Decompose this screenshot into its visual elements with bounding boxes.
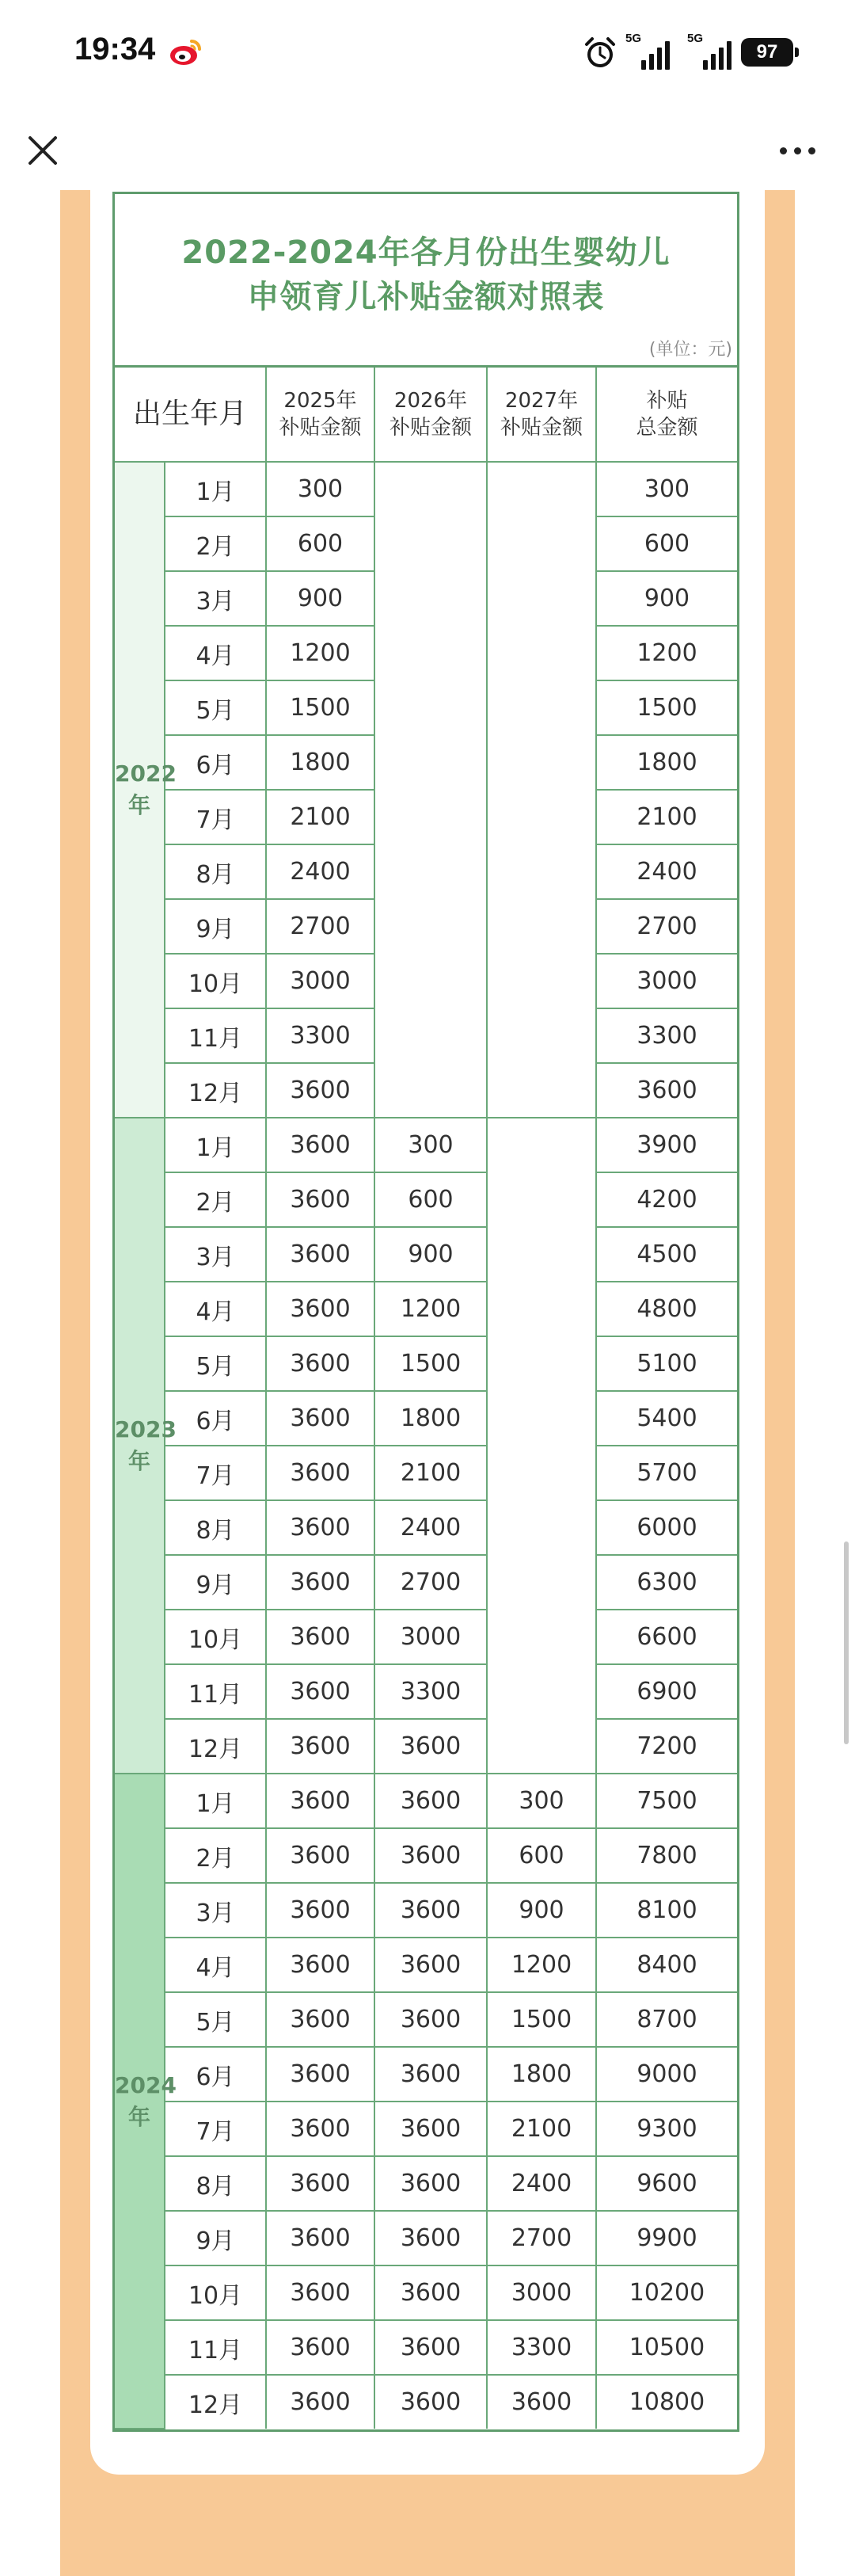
amount-2027-cell: 1800 <box>487 2047 596 2102</box>
amount-2027-cell: 2700 <box>487 2211 596 2265</box>
table-row <box>115 1172 737 1227</box>
total-cell: 1500 <box>596 680 737 735</box>
amount-2025-cell: 3600 <box>266 1883 374 1938</box>
amount-2027-cell: 600 <box>487 1828 596 1883</box>
header-2027: 2027年 补贴金额 <box>487 368 596 462</box>
amount-2025-cell: 1200 <box>266 626 374 680</box>
amount-2027-cell: 3300 <box>487 2320 596 2375</box>
amount-2027-empty <box>487 1118 596 1774</box>
amount-2026-cell: 3600 <box>374 2375 487 2429</box>
amount-2025-cell: 3600 <box>266 1938 374 1992</box>
amount-2026-cell: 3600 <box>374 2265 487 2320</box>
amount-2025-cell: 3600 <box>266 1555 374 1610</box>
month-cell: 3月 <box>165 571 266 626</box>
amount-2025-cell: 3600 <box>266 1172 374 1227</box>
amount-2027-cell: 3000 <box>487 2265 596 2320</box>
table-title-line2: 申领育儿补贴金额对照表 <box>247 279 605 315</box>
amount-2025-cell: 3600 <box>266 1719 374 1774</box>
amount-2025-cell: 3600 <box>266 2211 374 2265</box>
amount-2025-cell: 3600 <box>266 2375 374 2429</box>
amount-2025-cell: 3600 <box>266 2156 374 2211</box>
total-cell: 5400 <box>596 1391 737 1446</box>
table-row <box>115 1227 737 1282</box>
amount-2026-cell: 3600 <box>374 1938 487 1992</box>
amount-2025-cell: 3600 <box>266 1063 374 1118</box>
month-cell: 12月 <box>165 1063 266 1118</box>
status-bar <box>0 0 855 111</box>
total-cell: 10500 <box>596 2320 737 2375</box>
amount-2025-cell: 3600 <box>266 2102 374 2156</box>
header-2025: 2025年 补贴金额 <box>266 368 374 462</box>
table-row <box>115 2047 737 2102</box>
table-row <box>115 2320 737 2375</box>
total-cell: 2400 <box>596 844 737 899</box>
table-row <box>115 2156 737 2211</box>
amount-2026-cell: 2400 <box>374 1500 487 1555</box>
amount-2027-cell: 1500 <box>487 1992 596 2047</box>
total-cell: 9000 <box>596 2047 737 2102</box>
total-cell: 2100 <box>596 790 737 844</box>
total-cell: 8100 <box>596 1883 737 1938</box>
total-cell: 1200 <box>596 626 737 680</box>
table-row <box>115 1446 737 1500</box>
amount-2025-cell: 300 <box>266 462 374 516</box>
month-cell: 6月 <box>165 735 266 790</box>
year-cell: 2024 年 <box>115 1774 165 2429</box>
total-cell: 9600 <box>596 2156 737 2211</box>
total-cell: 8400 <box>596 1938 737 1992</box>
month-cell: 1月 <box>165 462 266 516</box>
amount-2026-cell: 1800 <box>374 1391 487 1446</box>
table-row <box>115 1610 737 1664</box>
subsidy-grid <box>115 368 737 2429</box>
amount-2027-cell: 300 <box>487 1774 596 1828</box>
alarm-clock-icon <box>582 35 618 71</box>
total-cell: 5100 <box>596 1336 737 1391</box>
battery-icon: 97 <box>741 38 793 67</box>
amount-2026-cell: 1500 <box>374 1336 487 1391</box>
table-row <box>115 1883 737 1938</box>
amount-2026-cell: 3600 <box>374 2156 487 2211</box>
amount-2025-cell: 3600 <box>266 1446 374 1500</box>
month-cell: 4月 <box>165 626 266 680</box>
month-cell: 10月 <box>165 2265 266 2320</box>
month-cell: 5月 <box>165 1336 266 1391</box>
table-body <box>115 462 737 2429</box>
month-cell: 4月 <box>165 1938 266 1992</box>
month-cell: 1月 <box>165 1118 266 1172</box>
month-cell: 1月 <box>165 1774 266 1828</box>
month-cell: 11月 <box>165 1664 266 1719</box>
month-cell: 2月 <box>165 1172 266 1227</box>
amount-2025-cell: 3600 <box>266 1774 374 1828</box>
table-row <box>115 1391 737 1446</box>
total-cell: 3900 <box>596 1118 737 1172</box>
total-cell: 600 <box>596 516 737 571</box>
month-cell: 12月 <box>165 1719 266 1774</box>
table-row <box>115 1992 737 2047</box>
table-row <box>115 1664 737 1719</box>
amount-2026-cell: 3600 <box>374 2320 487 2375</box>
amount-2027-cell: 900 <box>487 1883 596 1938</box>
total-cell: 8700 <box>596 1992 737 2047</box>
amount-2026-cell: 3600 <box>374 1719 487 1774</box>
amount-2025-cell: 3600 <box>266 2047 374 2102</box>
amount-2026-cell: 2700 <box>374 1555 487 1610</box>
total-cell: 10800 <box>596 2375 737 2429</box>
header-birth-month: 出生年月 <box>115 368 266 462</box>
total-cell: 9300 <box>596 2102 737 2156</box>
total-cell: 4800 <box>596 1282 737 1336</box>
amount-2025-cell: 2100 <box>266 790 374 844</box>
amount-2025-cell: 3600 <box>266 2265 374 2320</box>
table-row <box>115 462 737 516</box>
amount-2027-cell: 2100 <box>487 2102 596 2156</box>
amount-2026-cell: 900 <box>374 1227 487 1282</box>
total-cell: 4200 <box>596 1172 737 1227</box>
table-row <box>115 1828 737 1883</box>
month-cell: 3月 <box>165 1883 266 1938</box>
amount-2025-cell: 3600 <box>266 1118 374 1172</box>
weibo-icon <box>168 36 203 68</box>
total-cell: 2700 <box>596 899 737 954</box>
month-cell: 5月 <box>165 1992 266 2047</box>
amount-2025-cell: 900 <box>266 571 374 626</box>
amount-2026-cell: 3600 <box>374 2047 487 2102</box>
amount-2027-cell: 2400 <box>487 2156 596 2211</box>
total-cell: 5700 <box>596 1446 737 1500</box>
total-cell: 7800 <box>596 1828 737 1883</box>
amount-2025-cell: 3000 <box>266 954 374 1008</box>
amount-2025-cell: 600 <box>266 516 374 571</box>
amount-2027-empty <box>487 462 596 1118</box>
amount-2025-cell: 3600 <box>266 2320 374 2375</box>
amount-2026-cell: 3000 <box>374 1610 487 1664</box>
month-cell: 2月 <box>165 516 266 571</box>
total-cell: 4500 <box>596 1227 737 1282</box>
total-cell: 7500 <box>596 1774 737 1828</box>
amount-2026-empty <box>374 462 487 1118</box>
amount-2025-cell: 2400 <box>266 844 374 899</box>
total-cell: 10200 <box>596 2265 737 2320</box>
total-cell: 3000 <box>596 954 737 1008</box>
year-cell: 2022 年 <box>115 462 165 1118</box>
month-cell: 9月 <box>165 1555 266 1610</box>
total-cell: 9900 <box>596 2211 737 2265</box>
month-cell: 5月 <box>165 680 266 735</box>
total-cell: 3300 <box>596 1008 737 1063</box>
month-cell: 12月 <box>165 2375 266 2429</box>
table-row <box>115 1774 737 1828</box>
amount-2025-cell: 2700 <box>266 899 374 954</box>
amount-2025-cell: 3600 <box>266 1664 374 1719</box>
total-cell: 300 <box>596 462 737 516</box>
amount-2025-cell: 3600 <box>266 1282 374 1336</box>
amount-2026-cell: 3600 <box>374 1883 487 1938</box>
amount-2025-cell: 3600 <box>266 1500 374 1555</box>
month-cell: 9月 <box>165 899 266 954</box>
amount-2025-cell: 3600 <box>266 1336 374 1391</box>
month-cell: 11月 <box>165 1008 266 1063</box>
amount-2026-cell: 3600 <box>374 2211 487 2265</box>
amount-2026-cell: 600 <box>374 1172 487 1227</box>
unit-label: (单位：元) <box>648 340 732 360</box>
total-cell: 900 <box>596 571 737 626</box>
month-cell: 3月 <box>165 1227 266 1282</box>
scrollbar[interactable] <box>844 1541 849 1744</box>
month-cell: 10月 <box>165 954 266 1008</box>
table-row <box>115 2375 737 2429</box>
month-cell: 7月 <box>165 2102 266 2156</box>
amount-2027-cell: 1200 <box>487 1938 596 1992</box>
header-total: 补贴 总金额 <box>596 368 737 462</box>
table-row <box>115 1336 737 1391</box>
amount-2026-cell: 2100 <box>374 1446 487 1500</box>
month-cell: 11月 <box>165 2320 266 2375</box>
table-row <box>115 2102 737 2156</box>
table-row <box>115 2265 737 2320</box>
signal-icon: 5G <box>627 35 670 70</box>
amount-2025-cell: 1800 <box>266 735 374 790</box>
month-cell: 7月 <box>165 790 266 844</box>
amount-2025-cell: 1500 <box>266 680 374 735</box>
amount-2025-cell: 3600 <box>266 1610 374 1664</box>
month-cell: 8月 <box>165 844 266 899</box>
total-cell: 6900 <box>596 1664 737 1719</box>
amount-2027-cell: 3600 <box>487 2375 596 2429</box>
table-row <box>115 1118 737 1172</box>
nav-bar <box>0 111 855 190</box>
total-cell: 6600 <box>596 1610 737 1664</box>
amount-2026-cell: 3600 <box>374 2102 487 2156</box>
table-row <box>115 1719 737 1774</box>
amount-2025-cell: 3300 <box>266 1008 374 1063</box>
amount-2026-cell: 3600 <box>374 1774 487 1828</box>
amount-2025-cell: 3600 <box>266 1391 374 1446</box>
amount-2025-cell: 3600 <box>266 1992 374 2047</box>
amount-2026-cell: 1200 <box>374 1282 487 1336</box>
month-cell: 6月 <box>165 2047 266 2102</box>
total-cell: 6300 <box>596 1555 737 1610</box>
month-cell: 8月 <box>165 1500 266 1555</box>
table-title-block <box>115 194 737 368</box>
signal-icon-2: 5G <box>689 35 732 70</box>
header-2026: 2026年 补贴金额 <box>374 368 487 462</box>
month-cell: 9月 <box>165 2211 266 2265</box>
close-icon[interactable] <box>21 128 65 173</box>
table-row <box>115 2211 737 2265</box>
table-row <box>115 1938 737 1992</box>
amount-2025-cell: 3600 <box>266 1828 374 1883</box>
status-time: 19:34 <box>74 32 156 67</box>
amount-2025-cell: 3600 <box>266 1227 374 1282</box>
month-cell: 10月 <box>165 1610 266 1664</box>
amount-2026-cell: 3300 <box>374 1664 487 1719</box>
subsidy-table <box>112 192 739 2432</box>
table-title-line1: 2022-2024年各月份出生婴幼儿 <box>181 234 671 271</box>
month-cell: 6月 <box>165 1391 266 1446</box>
table-row <box>115 1282 737 1336</box>
total-cell: 7200 <box>596 1719 737 1774</box>
total-cell: 3600 <box>596 1063 737 1118</box>
amount-2026-cell: 300 <box>374 1118 487 1172</box>
more-options-icon[interactable] <box>770 128 825 173</box>
month-cell: 4月 <box>165 1282 266 1336</box>
total-cell: 1800 <box>596 735 737 790</box>
amount-2026-cell: 3600 <box>374 1828 487 1883</box>
month-cell: 8月 <box>165 2156 266 2211</box>
year-cell: 2023 年 <box>115 1118 165 1774</box>
month-cell: 2月 <box>165 1828 266 1883</box>
month-cell: 7月 <box>165 1446 266 1500</box>
total-cell: 6000 <box>596 1500 737 1555</box>
table-row <box>115 1500 737 1555</box>
table-row <box>115 1555 737 1610</box>
amount-2026-cell: 3600 <box>374 1992 487 2047</box>
